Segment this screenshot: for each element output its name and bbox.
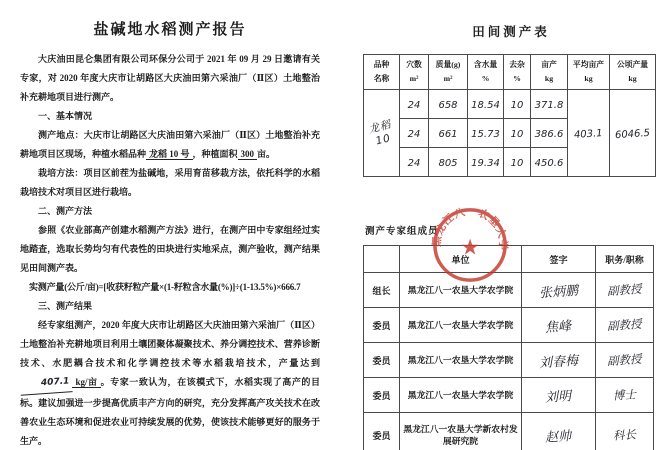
expert-role: 委员	[364, 308, 400, 343]
section-heading-method: 二、测产方法	[38, 206, 93, 216]
expert-signature	[522, 273, 596, 308]
title-handwritten: 副教授	[606, 281, 643, 299]
value: 10	[510, 158, 524, 169]
col-avg-mu-yield	[568, 55, 610, 90]
mass-cell	[429, 148, 468, 177]
header-line: 品种	[373, 60, 390, 69]
col-unit: 单位	[400, 246, 522, 273]
expert-row	[364, 273, 654, 308]
value: 10	[510, 100, 524, 111]
seal-star-icon: ★	[460, 235, 480, 260]
holes-cell	[400, 148, 429, 177]
header-line: m²	[409, 74, 419, 83]
value: 450.6	[534, 158, 564, 169]
value: 6046.5	[614, 127, 651, 142]
experts-table	[363, 245, 654, 450]
value: 10	[510, 129, 524, 140]
expert-signature	[522, 378, 596, 413]
title-handwritten: 科长	[612, 427, 637, 443]
expert-row	[364, 308, 654, 343]
expert-unit: 黑龙江八一农垦大学农学院	[400, 378, 522, 413]
value: 24	[407, 158, 421, 169]
experts-section-label: 测产专家组成员	[365, 227, 439, 237]
expert-row	[364, 413, 654, 450]
signature-handwritten: 张炳鹏	[538, 283, 579, 301]
col-role-empty	[364, 246, 400, 273]
header-line: kg	[628, 74, 637, 83]
field-table-title: 田间测产表	[472, 25, 550, 39]
seal-ring-text-path: 黑龙江八一农垦大学	[431, 206, 508, 251]
expert-unit: 黑龙江八一农垦大学农学院	[400, 273, 522, 308]
yield-cell	[531, 119, 568, 148]
value: 658	[438, 100, 458, 111]
mass-cell	[429, 119, 468, 148]
col-variety-name	[364, 55, 400, 90]
report-cultivation-paragraph: 栽培方法：项目区前茬为盐碱地，采用育苗移栽方法，依托科学的水稻栽培技术对项目区进行栽培。	[20, 168, 320, 197]
report-intro-paragraph: 大庆油田昆仑集团有限公司环保分公司于 2021 年 09 月 29 日邀请有关专家，对 2020 年度大庆市让胡路区大庆油田第六采油厂（Ⅱ区）土地整治补充耕地项目进行测产。	[20, 54, 320, 102]
title-handwritten: 博士	[612, 387, 637, 403]
header-line: %	[481, 74, 490, 83]
value: 805	[438, 158, 458, 169]
experts-header-row	[364, 246, 654, 273]
measured-yield-value: 407.1	[19, 372, 73, 396]
holes-cell	[400, 119, 429, 148]
report-result-paragraph	[20, 316, 320, 450]
value: 386.6	[534, 129, 564, 140]
col-hole-count	[400, 55, 429, 90]
header-line: 平均亩产	[572, 60, 605, 69]
header-line: m²	[443, 74, 453, 83]
area-label-text: ，种植面积	[192, 149, 238, 159]
expert-unit: 黑龙江八一农垦大学农学院	[400, 343, 522, 378]
value: 371.8	[534, 100, 564, 111]
expert-role: 组长	[364, 273, 400, 308]
header-line: 亩产	[541, 60, 557, 69]
impurity-cell	[504, 90, 531, 119]
expert-row	[364, 343, 654, 378]
header-line: 含水量	[473, 60, 498, 69]
hectare-yield-cell	[610, 90, 656, 177]
expert-row	[364, 378, 654, 413]
variety-handwritten: 龙稻10	[367, 118, 393, 147]
signature-handwritten: 刘春梅	[538, 353, 579, 371]
col-moisture	[468, 55, 504, 90]
col-title: 职务/职称	[596, 246, 654, 273]
field-table-header-row	[364, 55, 656, 90]
header-line: 公顷产量	[616, 60, 649, 69]
rice-variety-value: 龙稻 10 号	[146, 149, 193, 160]
expert-title	[596, 378, 654, 413]
expert-signature	[522, 343, 596, 378]
area-unit-text: 亩。	[257, 149, 276, 159]
header-line: %	[513, 74, 521, 83]
location-text: 测产地点：大庆市让胡路区大庆油田第六采油厂（Ⅱ区）土地整治补充耕地项目区现场，种植水稻品种	[20, 130, 320, 159]
value: 15.73	[471, 129, 500, 140]
value: 18.54	[471, 100, 500, 111]
header-line: 穴数	[406, 60, 422, 69]
impurity-cell	[504, 148, 531, 177]
expert-title	[596, 413, 654, 450]
value: 24	[407, 129, 421, 140]
report-method-paragraph: 参照《农业部高产创建水稻测产方法》进行，在测产田中专家组经过实地踏查，选取长势均匀有代表性的田块进行实地采点，测产验收，测产结果见田间测产表。	[20, 225, 320, 273]
value: 403.1	[573, 128, 604, 141]
moisture-cell	[468, 119, 504, 148]
signature-handwritten: 刘明	[545, 388, 573, 406]
signature-handwritten: 赵帅	[545, 428, 573, 446]
title-handwritten: 副教授	[606, 316, 643, 334]
col-mass	[429, 55, 468, 90]
field-table-row	[364, 90, 656, 119]
col-hectare-yield	[610, 55, 656, 90]
header-line: 名称	[373, 74, 390, 83]
yield-cell	[531, 90, 568, 119]
header-line: 去杂	[509, 60, 525, 69]
field-table-page	[335, 0, 670, 450]
expert-title	[596, 273, 654, 308]
value: 19.34	[471, 158, 500, 169]
col-signature: 签字	[522, 246, 596, 273]
holes-cell	[400, 90, 429, 119]
field-yield-table	[363, 54, 656, 177]
col-mu-yield	[531, 55, 568, 90]
value: 661	[438, 129, 458, 140]
planted-area-value: 300	[238, 149, 258, 160]
section-heading-basic-info: 一、基本情况	[38, 111, 93, 121]
value: 24	[407, 100, 421, 111]
col-impurity	[504, 55, 531, 90]
yield-cell	[531, 148, 568, 177]
title-handwritten: 副教授	[606, 351, 643, 369]
moisture-cell	[468, 148, 504, 177]
header-line: 质量(g)	[435, 60, 461, 69]
expert-unit: 黑龙江八一农垦大学新农村发展研究院	[400, 413, 522, 450]
result-text: 经专家组测产，2020 年度大庆市让胡路区大庆油田第六采油厂（Ⅱ区）土地整治补充耕地项目利用土壤团聚体凝聚技术、养分调控技术、营养诊断技术、水肥耦合技术和化学调控技术等水稻栽培技术，产量达到	[20, 320, 320, 368]
report-title: 盐碱地水稻测产报告	[93, 22, 247, 38]
moisture-cell	[468, 90, 504, 119]
signature-handwritten: 焦峰	[545, 318, 573, 336]
yield-formula: 实测产量(公斤/亩)=[收获籽粒产量×(1-籽粒含水量(%)]÷(1-13.5%)×666.7	[29, 282, 301, 292]
expert-title	[596, 308, 654, 343]
variety-cell	[364, 90, 400, 177]
result-conclusion-text: 。专家一致认为，在该模式下，水稻实现了高产的目标。建议加强进一步提高优质丰产方向的研究，充分发挥高产攻关技术在改善农业生态环境和促进农业可持续发展的优势，使该技术能够更好的服务于生产。	[20, 377, 320, 446]
expert-role: 委员	[364, 378, 400, 413]
report-location-paragraph	[20, 126, 320, 164]
header-line: kg	[584, 74, 593, 83]
measured-yield-unit: kg/亩	[72, 377, 100, 388]
section-heading-result: 三、测产结果	[38, 301, 93, 311]
expert-signature	[522, 413, 596, 450]
expert-signature	[522, 308, 596, 343]
avg-yield-cell	[568, 90, 610, 177]
expert-role: 委员	[364, 413, 400, 450]
expert-role: 委员	[364, 343, 400, 378]
impurity-cell	[504, 119, 531, 148]
expert-title	[596, 343, 654, 378]
header-line: kg	[544, 74, 554, 83]
expert-unit: 黑龙江八一农垦大学农学院	[400, 308, 522, 343]
mass-cell	[429, 90, 468, 119]
